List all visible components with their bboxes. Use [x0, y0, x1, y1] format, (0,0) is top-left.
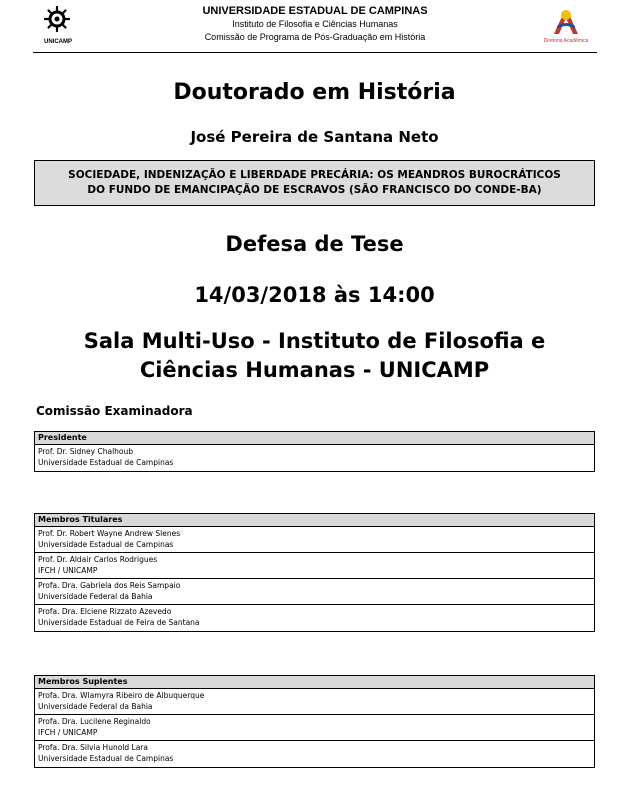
committee-member: [35, 605, 594, 631]
thesis-title-line-2: DO FUNDO DE EMANCIPAÇÃO DE ESCRAVOS (SÃO FRANCISCO DO CONDE-BA): [87, 184, 542, 196]
diretoria-academica-text: Diretoria Acadêmica: [543, 38, 589, 44]
titulares-section: [34, 513, 595, 632]
member-name: Prof. Dr. Aldair Carlos Rodrigues: [38, 555, 158, 564]
member-name: Prof. Dr. Sidney Chalhoub: [38, 447, 134, 456]
unicamp-logo: [38, 6, 78, 50]
document-header: [33, 0, 597, 53]
titulares-heading: Membros Titulares: [35, 514, 594, 527]
university-name: UNIVERSIDADE ESTADUAL DE CAMPINAS: [202, 5, 428, 17]
member-institution: IFCH / UNICAMP: [38, 566, 98, 575]
venue-line-1: Sala Multi-Uso - Instituto de Filosofia e: [83, 329, 546, 353]
president-heading: Presidente: [35, 432, 594, 445]
committee-member: [35, 445, 594, 471]
commission-name: Comissão de Programa de Pós-Graduação em História: [204, 32, 426, 42]
member-institution: Universidade Federal da Bahia: [38, 592, 153, 601]
diretoria-academica-logo: [537, 8, 595, 48]
suplentes-heading: Membros Suplentes: [35, 676, 594, 689]
member-institution: Universidade Federal da Bahia: [38, 702, 153, 711]
member-name: Profa. Dra. Elciene Rizzato Azevedo: [38, 607, 172, 616]
program-title: Doutorado em História: [173, 80, 456, 105]
committee-member: [35, 553, 594, 579]
dac-emblem-icon: [551, 8, 581, 36]
unicamp-logo-text: UNICAMP: [44, 39, 72, 45]
committee-member: [35, 741, 594, 767]
unicamp-emblem-icon: [44, 6, 70, 34]
committee-heading: Comissão Examinadora: [36, 404, 193, 418]
member-institution: Universidade Estadual de Feira de Santana: [38, 618, 200, 627]
thesis-title-box: [34, 160, 595, 206]
member-name: Profa. Dra. Wlamyra Ribeiro de Albuquerque: [38, 691, 205, 700]
committee-member: [35, 579, 594, 605]
event-venue: [0, 327, 629, 385]
committee-member: [35, 689, 594, 715]
member-name: Profa. Dra. Silvia Hunold Lara: [38, 743, 148, 752]
author-name: José Pereira de Santana Neto: [190, 128, 439, 146]
member-institution: Universidade Estadual de Campinas: [38, 458, 174, 467]
committee-member: [35, 527, 594, 553]
member-name: Prof. Dr. Robert Wayne Andrew Slenes: [38, 529, 181, 538]
member-institution: Universidade Estadual de Campinas: [38, 540, 174, 549]
venue-line-2: Ciências Humanas - UNICAMP: [139, 358, 490, 382]
event-title: Defesa de Tese: [225, 232, 404, 256]
suplentes-section: [34, 675, 595, 768]
member-name: Profa. Dra. Gabriela dos Reis Sampaio: [38, 581, 181, 590]
member-institution: Universidade Estadual de Campinas: [38, 754, 174, 763]
member-name: Profa. Dra. Lucilene Reginaldo: [38, 717, 151, 726]
committee-member: [35, 715, 594, 741]
event-datetime: 14/03/2018 às 14:00: [194, 283, 435, 307]
member-institution: IFCH / UNICAMP: [38, 728, 98, 737]
president-section: [34, 431, 595, 472]
institute-name: Instituto de Filosofia e Ciências Humanas: [232, 19, 398, 29]
thesis-title-line-1: SOCIEDADE, INDENIZAÇÃO E LIBERDADE PRECÁRIA: OS MEANDROS BUROCRÁTICOS: [68, 169, 561, 181]
